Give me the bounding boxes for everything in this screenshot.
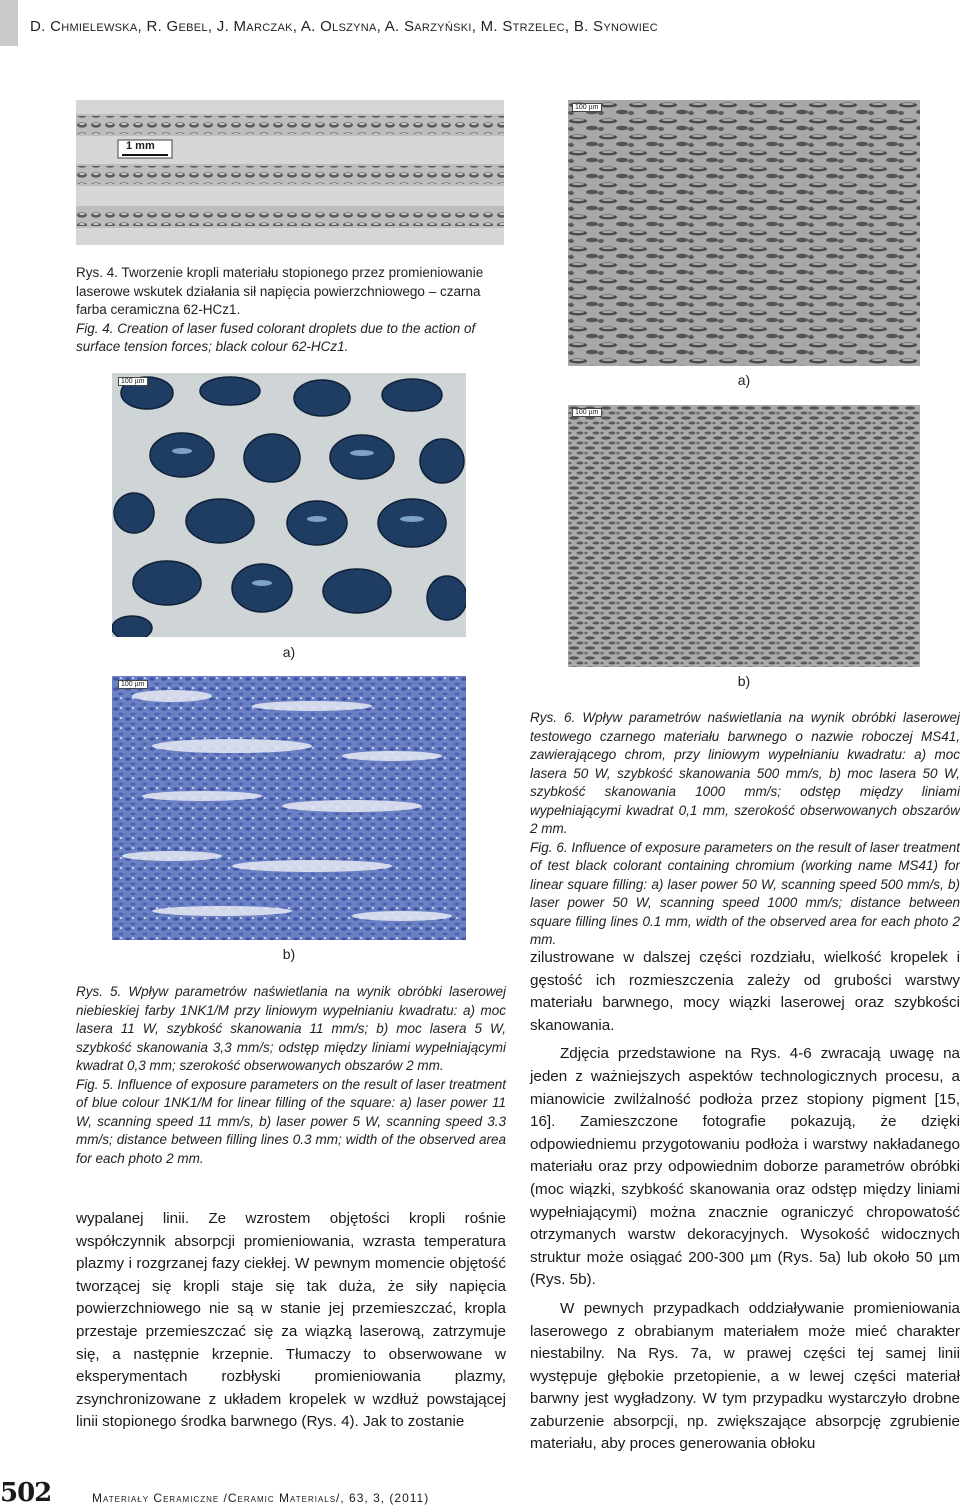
- fig4-caption-pl: Rys. 4. Tworzenie kropli materiału stopionego przez promieniowanie laserowe wskutek działania sił napięcia powierzchniowego – czarna farba ceramiczna 62-HCz1.: [76, 265, 484, 317]
- header-authors: D. Chmielewska, R. Gebel, J. Marczak, A. Olszyna, A. Sarzyński, M. Strzelec, B. Synowiec: [30, 18, 659, 35]
- fig5-caption-en: Fig. 5. Influence of exposure parameters on the result of laser treatment of blue colour 1NK1/M for linear filling of the square: a) laser power 11 W, scanning speed 11 mm/s, b) laser power 5 W, scanning speed 3.3 mm/s; distance between filling lines 0.3 mm; width of the observed area for each photo 2 mm.: [76, 1076, 506, 1166]
- page-number: 502: [0, 1478, 52, 1508]
- body-left-paragraph: wypalanej linii. Ze wzrostem objętości kropli rośnie współczynnik absorpcji promieniowania, wzrasta temperatura plazmy i rozgrzanej fazy ciekłej. W pewnym momencie objętość tworzącej się kropli staje się tak duża, że siły napięcia powierzchniowego nie są w stanie jej przemieszczać, kropla przestaje przemieszczać się za wiązką laserową, zatrzymuje się, a następnie krzepnie. Tłumaczy to obserwowane w eksperymentach rozbłyski promieniowania plazmy, zsynchronizowane z układem kropelek w wzdłuż powstającej linii stopionego środka barwnego (Rys. 4). Jak to zostanie: [76, 1210, 506, 1431]
- fig4-photo: [76, 100, 504, 245]
- fig4-caption-en: Fig. 4. Creation of laser fused colorant droplets due to the action of surface tension forces; black colour 62-HCz1.: [76, 320, 476, 354]
- fig5b-label: b): [282, 946, 296, 962]
- fig5a-scale: 100 µm: [118, 377, 148, 386]
- fig6b-photo: [568, 405, 920, 667]
- running-header: [0, 0, 960, 52]
- fig6b-label: b): [737, 673, 751, 689]
- fig4-scale-label: 1 mm: [126, 140, 155, 152]
- header-marker: [0, 0, 18, 46]
- fig5a-label: a): [282, 644, 296, 660]
- fig6-caption-pl: Rys. 6. Wpływ parametrów naświetlania na wynik obróbki laserowej testowego czarnego materiału barwnego o nazwie roboczej MS41, zawierającego chrom, przy liniowym wypełnianiu kwadratu: a) moc lasera 50 W, szybkość skanowania 500 mm/s, b) moc lasera 50 W, szybkość skanowania 1000 mm/s; odstęp między liniami wypełniającymi kwadrat 0,1 mm, szerokość obserwowanych obszarów 2 mm.: [530, 710, 960, 836]
- fig5b-scale: 100 µm: [118, 680, 148, 689]
- body-right-paragraph-1: zilustrowane w dalszej części rozdziału, wielkość kropelek i gęstość ich rozmieszczenia zależy od grubości warstwy materiału barwnego, mocy wiązki laserowej oraz szybkości skanowania.: [530, 949, 960, 1034]
- fig5b-photo: [112, 676, 466, 940]
- body-right-paragraph-2: Zdjęcia przedstawione na Rys. 4-6 zwracają uwagę na jeden z ważniejszych aspektów technologicznych procesu, a mianowicie zwilżalność podłoża przez stopiony pigment [15, 16]. Zamieszczone fotografie pokazują, że dzięki odpowiedniemu przygotowaniu podłoża i warstwy nakładanego materiału oraz przy odpowiednim doborze parametrów obróbki (moc wiązki, szybkość skanowania oraz odstęp między liniami wypełniającymi) można znacznie ograniczyć chropowatość otrzymanych warstw dekoracyjnych. Wysokość widocznych struktur może osiągać 200-300 µm (Rys. 5a) lub około 50 µm (Rys. 5b).: [530, 1045, 960, 1289]
- fig6-caption-en: Fig. 6. Influence of exposure parameters on the result of laser treatment of test black colorant containing chromium (working name MS41) for linear square filling: a) laser power 50 W, scanning speed 500 mm/s, b) laser power 50 W, scanning speed 1000 mm/s; distance between square filling lines 0.1 mm, width of the observed area for each photo 2 mm.: [530, 839, 960, 947]
- fig6a-label: a): [737, 372, 751, 388]
- body-right-column: [530, 947, 960, 1456]
- fig6b-scale: 100 µm: [572, 408, 602, 417]
- fig5a-photo: [112, 373, 466, 637]
- body-right-paragraph-3: W pewnych przypadkach oddziaływanie promieniowania laserowego z obrabianym materiałem może mieć charakter niestabilny. Na Rys. 7a, w prawej części tej samej linii występuje głębokie przetopienie, a w lewej części materiał barwny jest wygładzony. W tym przypadku wystarczyło drobne zaburzenie absorpcji, np. zwiększające absorpcję zgrubienie materiału, aby proces generowania obłoku: [530, 1299, 960, 1453]
- fig6a-photo: [568, 100, 920, 366]
- fig6a-scale: 100 µm: [572, 103, 602, 112]
- fig6-caption: [530, 709, 960, 950]
- body-left-column: [76, 1208, 506, 1434]
- fig4-caption: [76, 264, 506, 357]
- journal-footer: Materiały Ceramiczne /Ceramic Materials/, 63, 3, (2011): [92, 1491, 430, 1505]
- fig5-caption-pl: Rys. 5. Wpływ parametrów naświetlania na wynik obróbki laserowej niebieskiej farby 1NK1/M przy liniowym wypełnianiu kwadratu: a) moc lasera 11 W, szybkość skanowania 11 mm/s; b) moc lasera 5 W, szybkość skanowania 3,3 mm/s; odstęp między liniami wypełniającymi kwadrat 0,3 mm; szerokość obserwowanych obszarów 2 mm.: [76, 984, 506, 1073]
- fig5-caption: [76, 983, 506, 1168]
